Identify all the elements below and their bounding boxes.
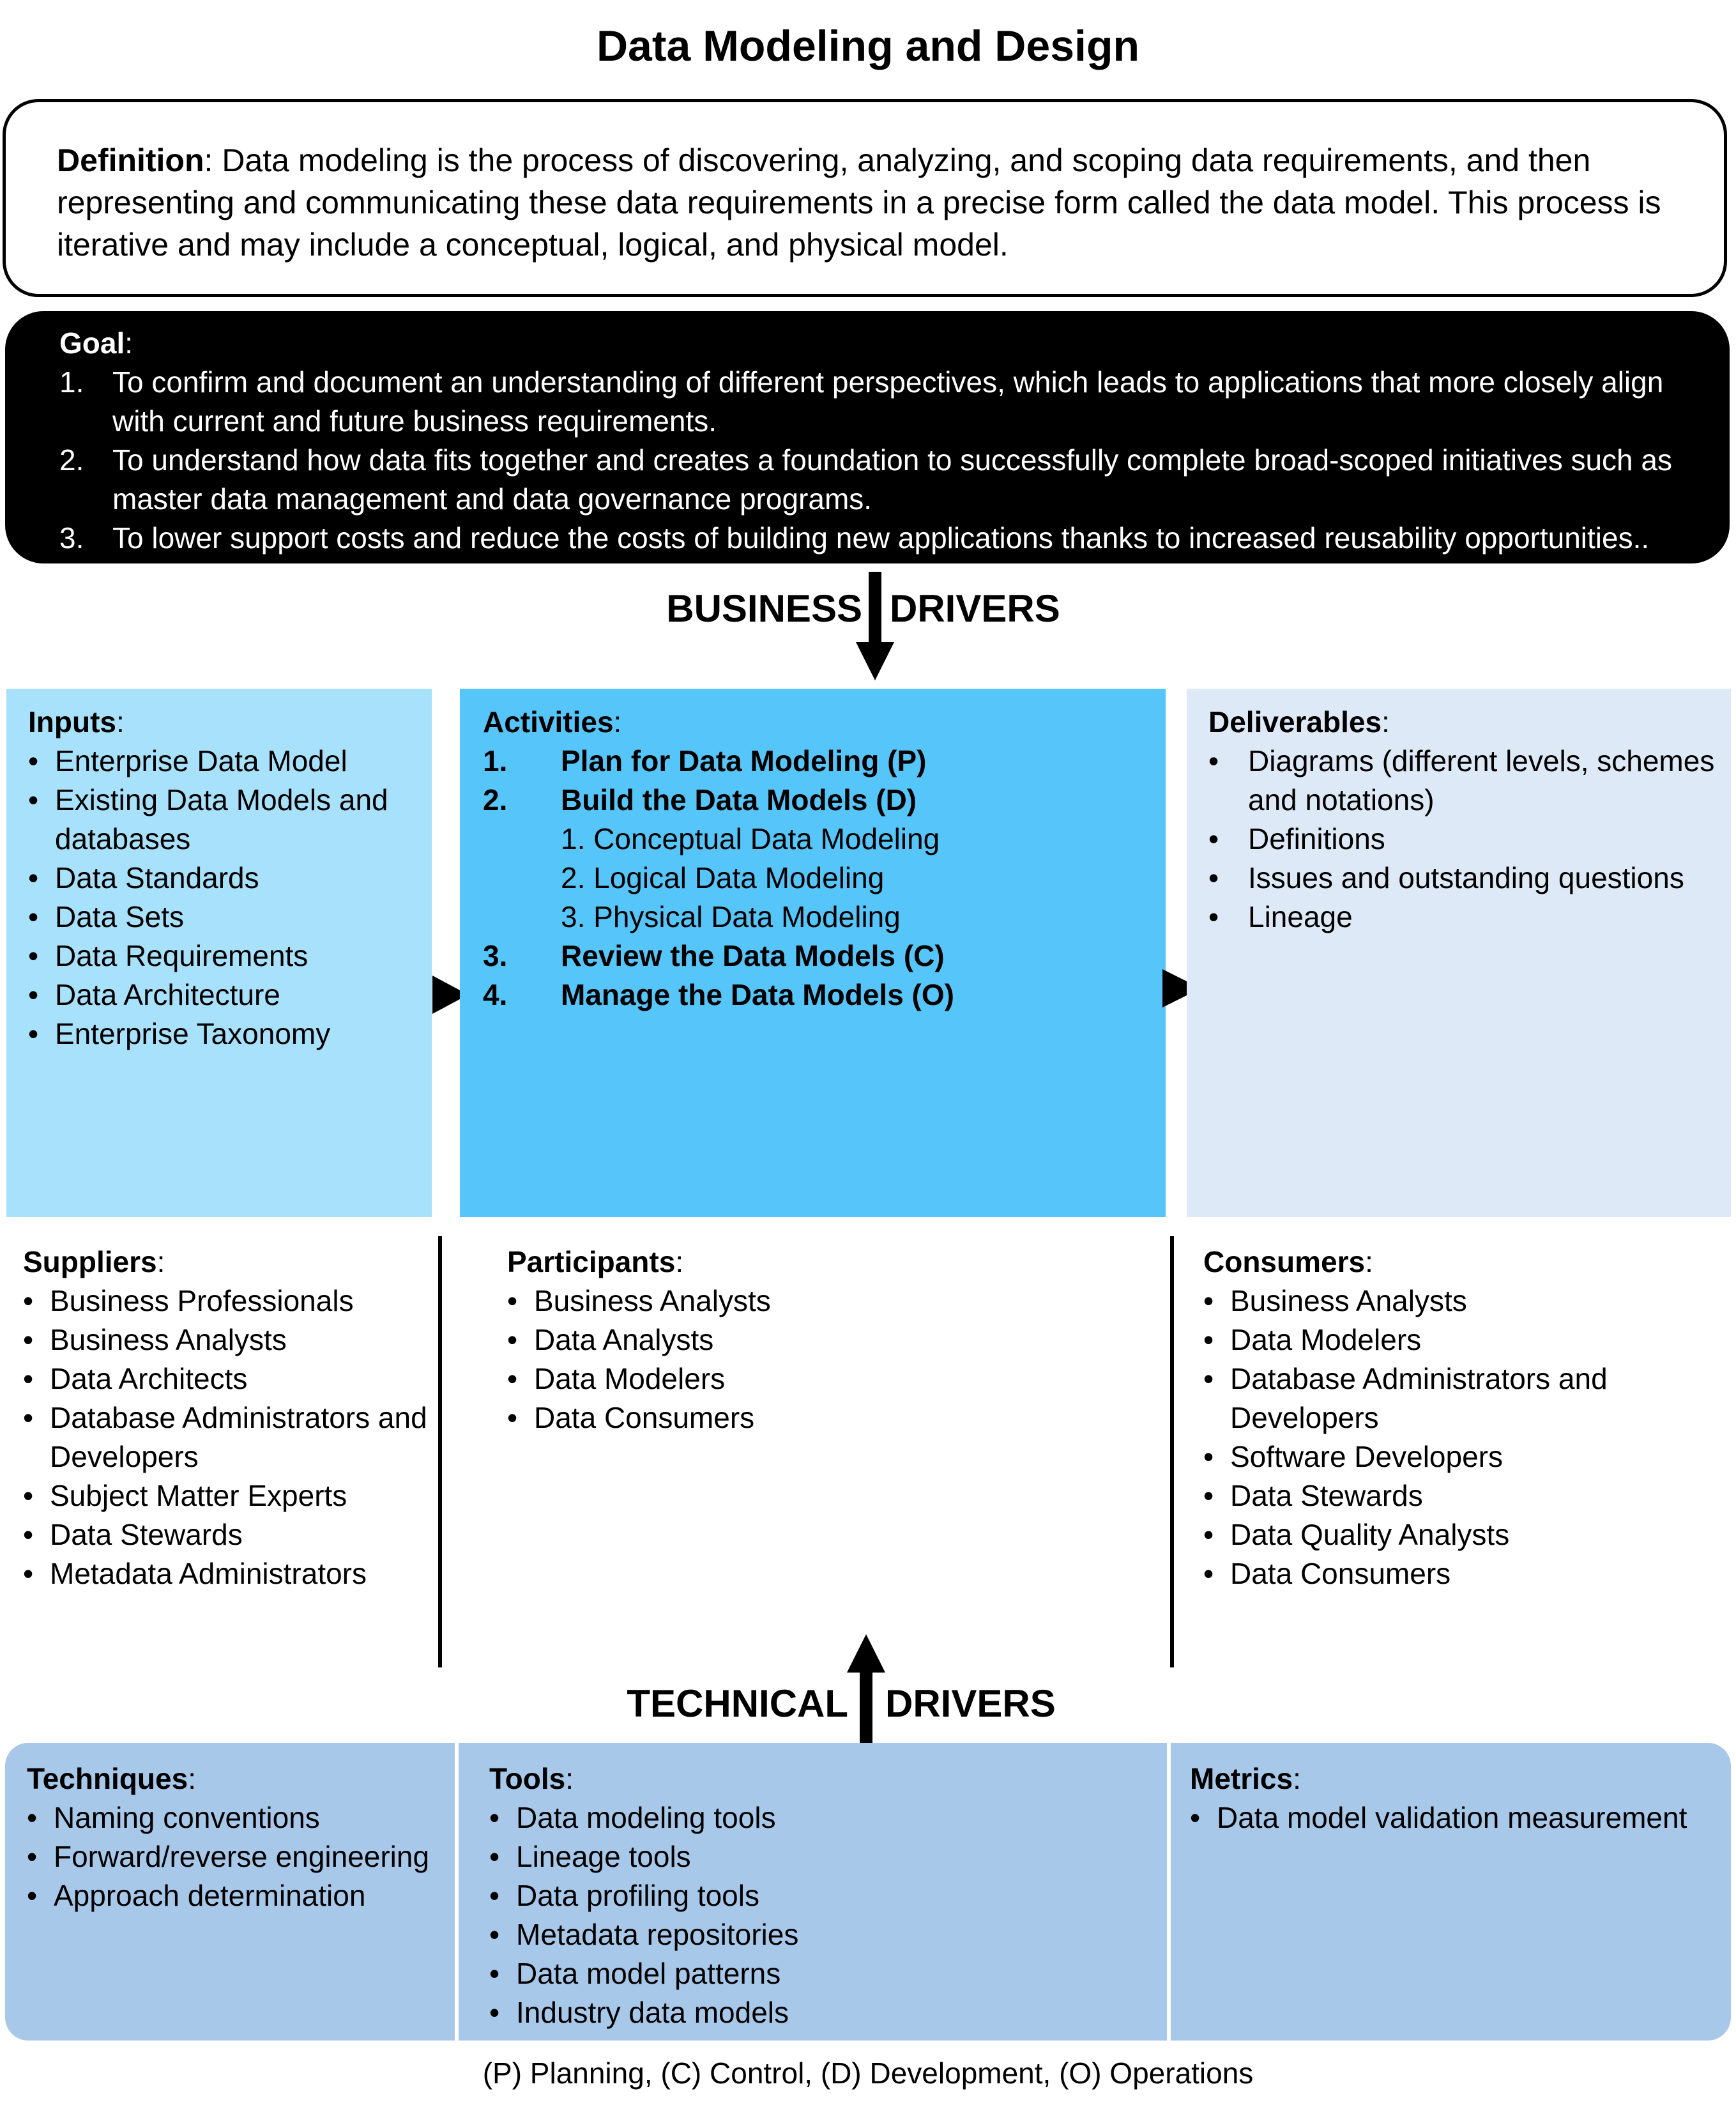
- divider-line: [438, 1236, 442, 1667]
- goal-number: 2.: [59, 443, 84, 477]
- list-item: • Metadata Administrators: [23, 1554, 432, 1593]
- activity-subitem: 2. Logical Data Modeling: [561, 861, 885, 894]
- list-item: • Data Modelers: [507, 1360, 1146, 1398]
- list-item: • Subject Matter Experts: [23, 1476, 432, 1515]
- list-item: • Metadata repositories: [489, 1915, 1167, 1954]
- list-item: • Data Stewards: [23, 1515, 432, 1554]
- activities-list: [483, 742, 1166, 1015]
- metrics-list: [1190, 1798, 1731, 1837]
- suppliers-heading: Suppliers:: [23, 1245, 165, 1278]
- metrics-heading: Metrics:: [1190, 1762, 1301, 1795]
- list-item: • Data Analysts: [507, 1321, 1146, 1360]
- definition-text: : Data modeling is the process of discovering, analyzing, and scoping data requirements, and then representing and communicating these data requirements in a precise form called the data model. This process is iterative and may include a conceptual, logical, and physical model.: [57, 142, 1661, 263]
- participants-heading: Participants:: [507, 1245, 684, 1278]
- activity-subitem: 1. Conceptual Data Modeling: [561, 822, 940, 855]
- goal-list: [59, 363, 1679, 558]
- definition-label: Definition: [57, 142, 204, 178]
- techniques-box: [5, 1743, 459, 2041]
- list-item: • Definitions: [1208, 820, 1731, 859]
- list-item: • Naming conventions: [27, 1798, 455, 1837]
- techniques-heading: Techniques:: [27, 1762, 196, 1795]
- list-item: • Issues and outstanding questions: [1208, 859, 1731, 898]
- tools-heading: Tools:: [489, 1762, 574, 1795]
- list-item: • Industry data models: [489, 1993, 1167, 2032]
- list-item: • Data Sets: [28, 898, 432, 937]
- activities-heading: Activities:: [483, 705, 622, 739]
- consumers-section: [1203, 1243, 1727, 1593]
- tools-list: [489, 1798, 1167, 2032]
- list-item: • Existing Data Models and databases: [28, 781, 432, 859]
- goal-text: To lower support costs and reduce the costs of building new applications thanks to increased reusability opportunities..: [112, 521, 1650, 555]
- deliverables-box: [1187, 689, 1731, 1217]
- definition-box: [3, 99, 1727, 297]
- activity-item: 3. Review the Data Models (C): [483, 939, 945, 972]
- tools-box: [459, 1743, 1171, 2041]
- goal-text: To understand how data fits together and creates a foundation to successfully complete broad-scoped initiatives such as master data management and data governance programs.: [112, 443, 1672, 516]
- list-item: • Business Analysts: [1203, 1282, 1727, 1321]
- list-item: • Database Administrators and Developers: [1203, 1360, 1727, 1437]
- list-item: • Data Stewards: [1203, 1476, 1727, 1515]
- list-item: • Data model patterns: [489, 1954, 1167, 1993]
- suppliers-list: [23, 1282, 432, 1593]
- list-item: • Data Requirements: [28, 937, 432, 976]
- goal-item: [59, 363, 1679, 441]
- goal-number: 1.: [59, 365, 84, 399]
- down-arrow-icon: [849, 572, 901, 684]
- goal-text: To confirm and document an understanding of different perspectives, which leads to applications that more closely align with current and future business requirements.: [112, 365, 1664, 438]
- consumers-heading: Consumers:: [1203, 1245, 1373, 1278]
- consumers-list: [1203, 1282, 1727, 1593]
- list-item: • Diagrams (different levels, schemes and notations): [1208, 742, 1731, 820]
- inputs-list: [28, 742, 432, 1053]
- activity-item: 1. Plan for Data Modeling (P): [483, 744, 927, 777]
- list-item: • Lineage: [1208, 898, 1731, 937]
- activity-item: 4. Manage the Data Models (O): [483, 978, 954, 1011]
- up-arrow-icon: [841, 1629, 892, 1744]
- list-item: • Forward/reverse engineering: [27, 1837, 455, 1876]
- list-item: • Data Standards: [28, 859, 432, 898]
- goal-item: [59, 441, 1679, 519]
- list-item: • Data Architecture: [28, 976, 432, 1015]
- inputs-box: [6, 689, 432, 1217]
- goal-box: Goal: 1. To confirm and document an understanding of different perspectives, which leads to applications that more closely align with current and future business requirements. 2. To understand how data fits together and creates a foundation to successfully complete broad-scoped initiatives such as master data management and data governance programs. 3. To lower support costs and reduce the costs of building new applications thanks to increased reusability opportunities..: [5, 311, 1730, 563]
- list-item: • Enterprise Taxonomy: [28, 1015, 432, 1053]
- participants-list: [507, 1282, 1146, 1437]
- list-item: • Data Consumers: [1203, 1554, 1727, 1593]
- list-item: • Data Architects: [23, 1360, 432, 1398]
- list-item: • Business Analysts: [23, 1321, 432, 1360]
- activities-box: [460, 689, 1166, 1217]
- deliverables-heading: Deliverables:: [1208, 705, 1390, 739]
- inputs-heading: Inputs:: [28, 705, 125, 739]
- list-item: • Data profiling tools: [489, 1876, 1167, 1915]
- list-item: • Software Developers: [1203, 1437, 1727, 1476]
- list-item: • Database Administrators and Developers: [23, 1398, 432, 1476]
- goal-label: Goal: [59, 326, 125, 360]
- business-drivers-label-left: BUSINESS: [666, 587, 862, 630]
- footer-legend: (P) Planning, (C) Control, (D) Development, (O) Operations: [482, 2057, 1254, 2090]
- diagram-title: Data Modeling and Design: [596, 22, 1140, 70]
- list-item: • Business Analysts: [507, 1282, 1146, 1321]
- techniques-list: [27, 1798, 455, 1915]
- business-drivers-label-right: DRIVERS: [890, 587, 1060, 630]
- list-item: • Data Modelers: [1203, 1321, 1727, 1360]
- goal-number: 3.: [59, 521, 84, 555]
- list-item: • Data modeling tools: [489, 1798, 1167, 1837]
- list-item: • Enterprise Data Model: [28, 742, 432, 781]
- goal-item: [59, 519, 1679, 558]
- participants-section: [507, 1243, 1146, 1437]
- list-item: • Lineage tools: [489, 1837, 1167, 1876]
- list-item: • Data Quality Analysts: [1203, 1515, 1727, 1554]
- deliverables-list: [1208, 742, 1731, 937]
- list-item: • Data Consumers: [507, 1398, 1146, 1437]
- metrics-box: [1171, 1743, 1731, 2041]
- activity-subitem: 3. Physical Data Modeling: [561, 900, 901, 933]
- suppliers-section: [23, 1243, 432, 1593]
- list-item: • Business Professionals: [23, 1282, 432, 1321]
- list-item: • Data model validation measurement: [1190, 1798, 1731, 1837]
- technical-drivers-label-left: TECHNICAL: [627, 1682, 848, 1725]
- activity-item: 2. Build the Data Models (D): [483, 783, 917, 816]
- technical-drivers-label-right: DRIVERS: [885, 1682, 1056, 1725]
- bottom-bar: [5, 1743, 1731, 2041]
- divider-line: [1170, 1236, 1174, 1667]
- list-item: • Approach determination: [27, 1876, 455, 1915]
